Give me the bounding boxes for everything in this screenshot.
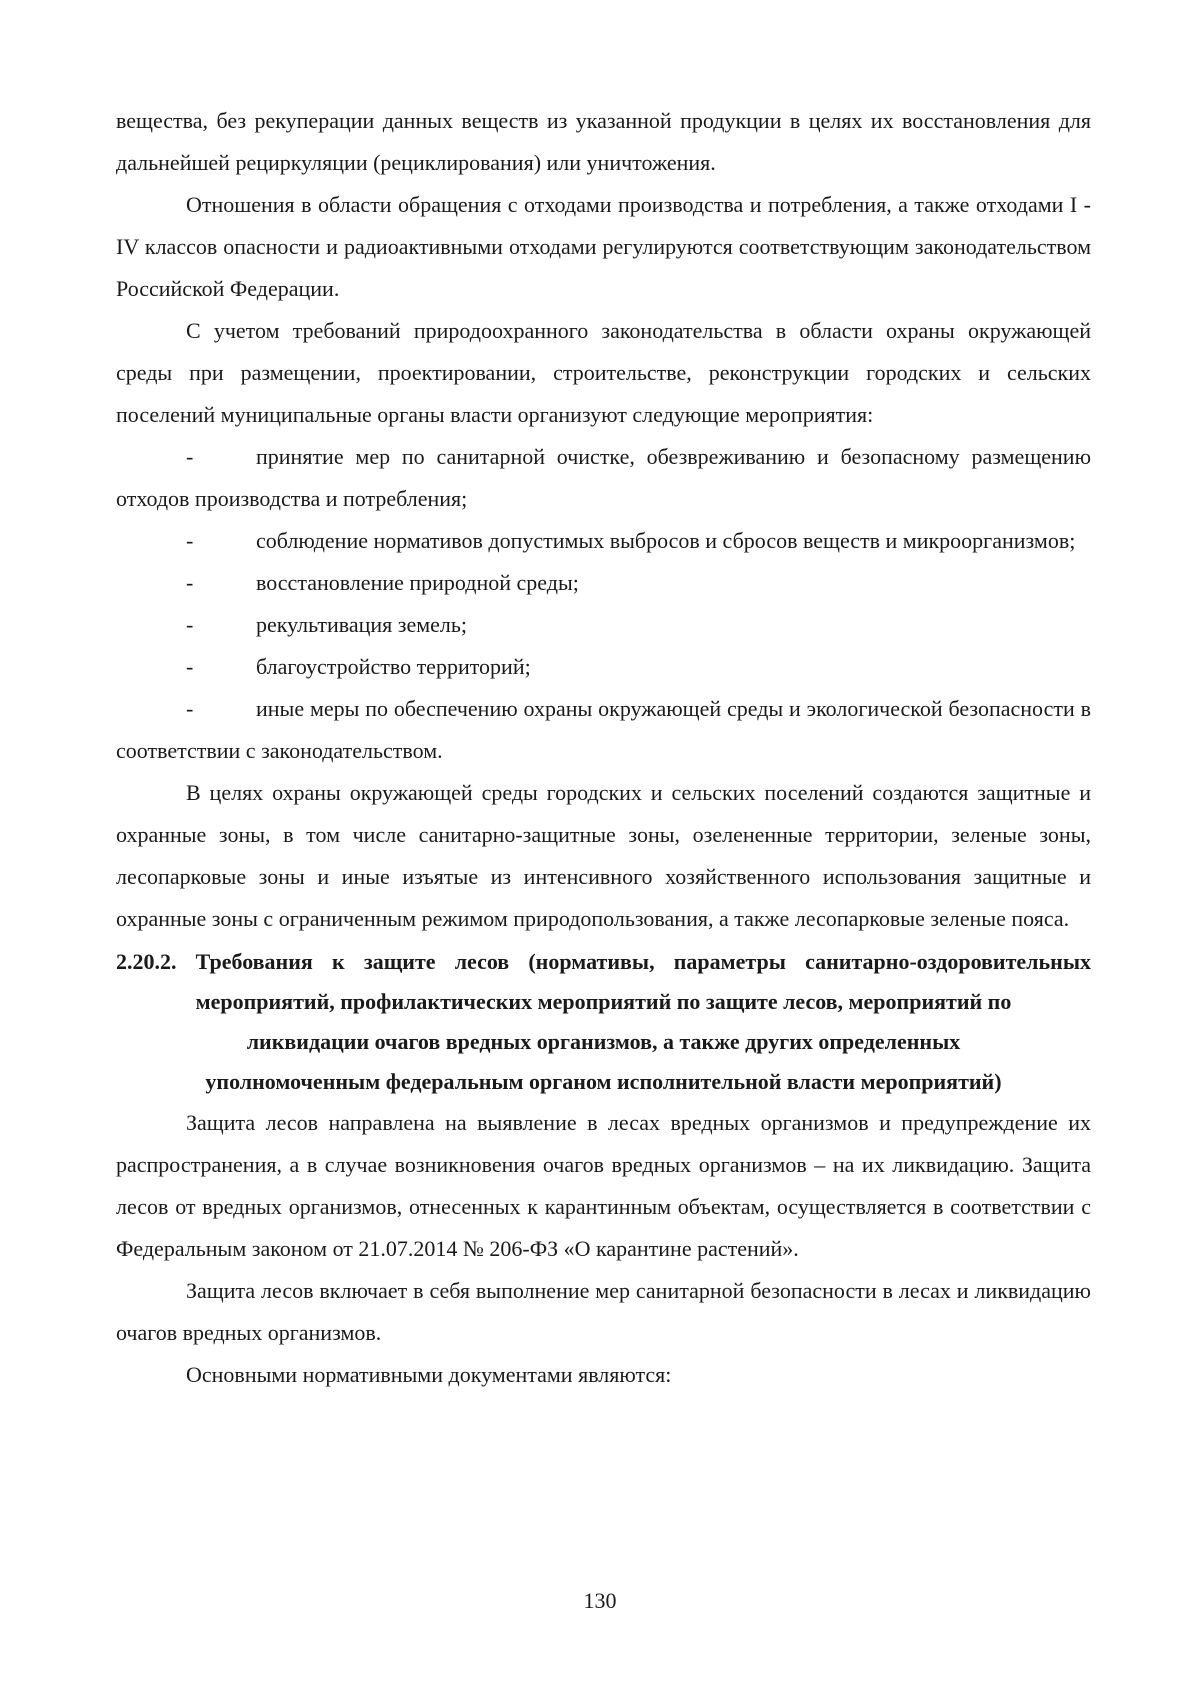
section-heading — [116, 942, 1091, 1102]
list-item-text: принятие мер по санитарной очистке, обезвреживанию и безопасному размещению отходов производства и потребления; — [116, 444, 1091, 511]
list-dash: - — [186, 654, 194, 679]
section-heading-line: мероприятий, профилактических мероприятий по защите лесов, мероприятий по — [195, 989, 1012, 1014]
list-item-text: рекультивация земель; — [256, 612, 468, 637]
list-dash: - — [186, 696, 194, 721]
list-item — [116, 604, 1091, 646]
list-item — [116, 562, 1091, 604]
paragraph-municipal-measures: С учетом требований природоохранного законодательства в области охраны окружающей среды при размещении, проектировании, строительстве, реконструкции городских и сельских поселений муниципальные органы власти организуют следующие мероприятия: — [116, 318, 1091, 427]
paragraph-continuation: вещества, без рекуперации данных веществ из указанной продукции в целях их восстановления для дальнейшей рециркуляции (рециклирования) или уничтожения. — [116, 108, 1091, 175]
list-item-text: благоустройство территорий; — [256, 654, 531, 679]
section-heading-line: 2.20.2. Требования к защите лесов (нормативы, параметры санитарно-оздоровительных — [116, 949, 1091, 974]
page-number: 130 — [583, 1588, 617, 1613]
list-dash: - — [186, 444, 194, 469]
document-page — [116, 100, 1091, 1396]
list-item — [116, 646, 1091, 688]
list-item-text: восстановление природной среды; — [256, 570, 579, 595]
list-item — [116, 436, 1091, 520]
paragraph-protective-zones: В целях охраны окружающей среды городских и сельских поселений создаются защитные и охранные зоны, в том числе санитарно-защитные зоны, озелененные территории, зеленые зоны, лесопарковые зоны и иные изъятые из интенсивного хозяйственного использования защитные и охранные зоны с ограниченным режимом природопользования, а также лесопарковые зеленые пояса. — [116, 780, 1091, 931]
list-dash: - — [186, 570, 194, 595]
list-item-text: иные меры по обеспечению охраны окружающей среды и экологической безопасности в соответствии с законодательством. — [116, 696, 1091, 763]
section-heading-line: ликвидации очагов вредных организмов, а также других определенных — [246, 1029, 961, 1054]
section-heading-line: уполномоченным федеральным органом исполнительной власти мероприятий) — [205, 1069, 1002, 1094]
list-dash: - — [186, 528, 194, 553]
list-item-text: соблюдение нормативов допустимых выбросов и сбросов веществ и микроорганизмов; — [256, 528, 1076, 553]
paragraph-forest-protection: Защита лесов направлена на выявление в лесах вредных организмов и предупреждение их распространения, а в случае возникновения очагов вредных организмов – на их ликвидацию. Защита лесов от вредных организмов, отнесенных к карантинным объектам, осуществляется в соответствии с Федеральным законом от 21.07.2014 № 206-ФЗ «О карантине растений». — [116, 1110, 1091, 1261]
paragraph-waste-regulation: Отношения в области обращения с отходами производства и потребления, а также отходами I - IV классов опасности и радиоактивными отходами регулируются соответствующим законодательством Российской Федерации. — [116, 192, 1091, 301]
list-item — [116, 688, 1091, 772]
paragraph-normative-documents: Основными нормативными документами являются: — [186, 1362, 672, 1387]
list-dash: - — [186, 612, 194, 637]
list-item — [116, 520, 1091, 562]
paragraph-sanitary-measures: Защита лесов включает в себя выполнение мер санитарной безопасности в лесах и ликвидацию очагов вредных организмов. — [116, 1278, 1091, 1345]
